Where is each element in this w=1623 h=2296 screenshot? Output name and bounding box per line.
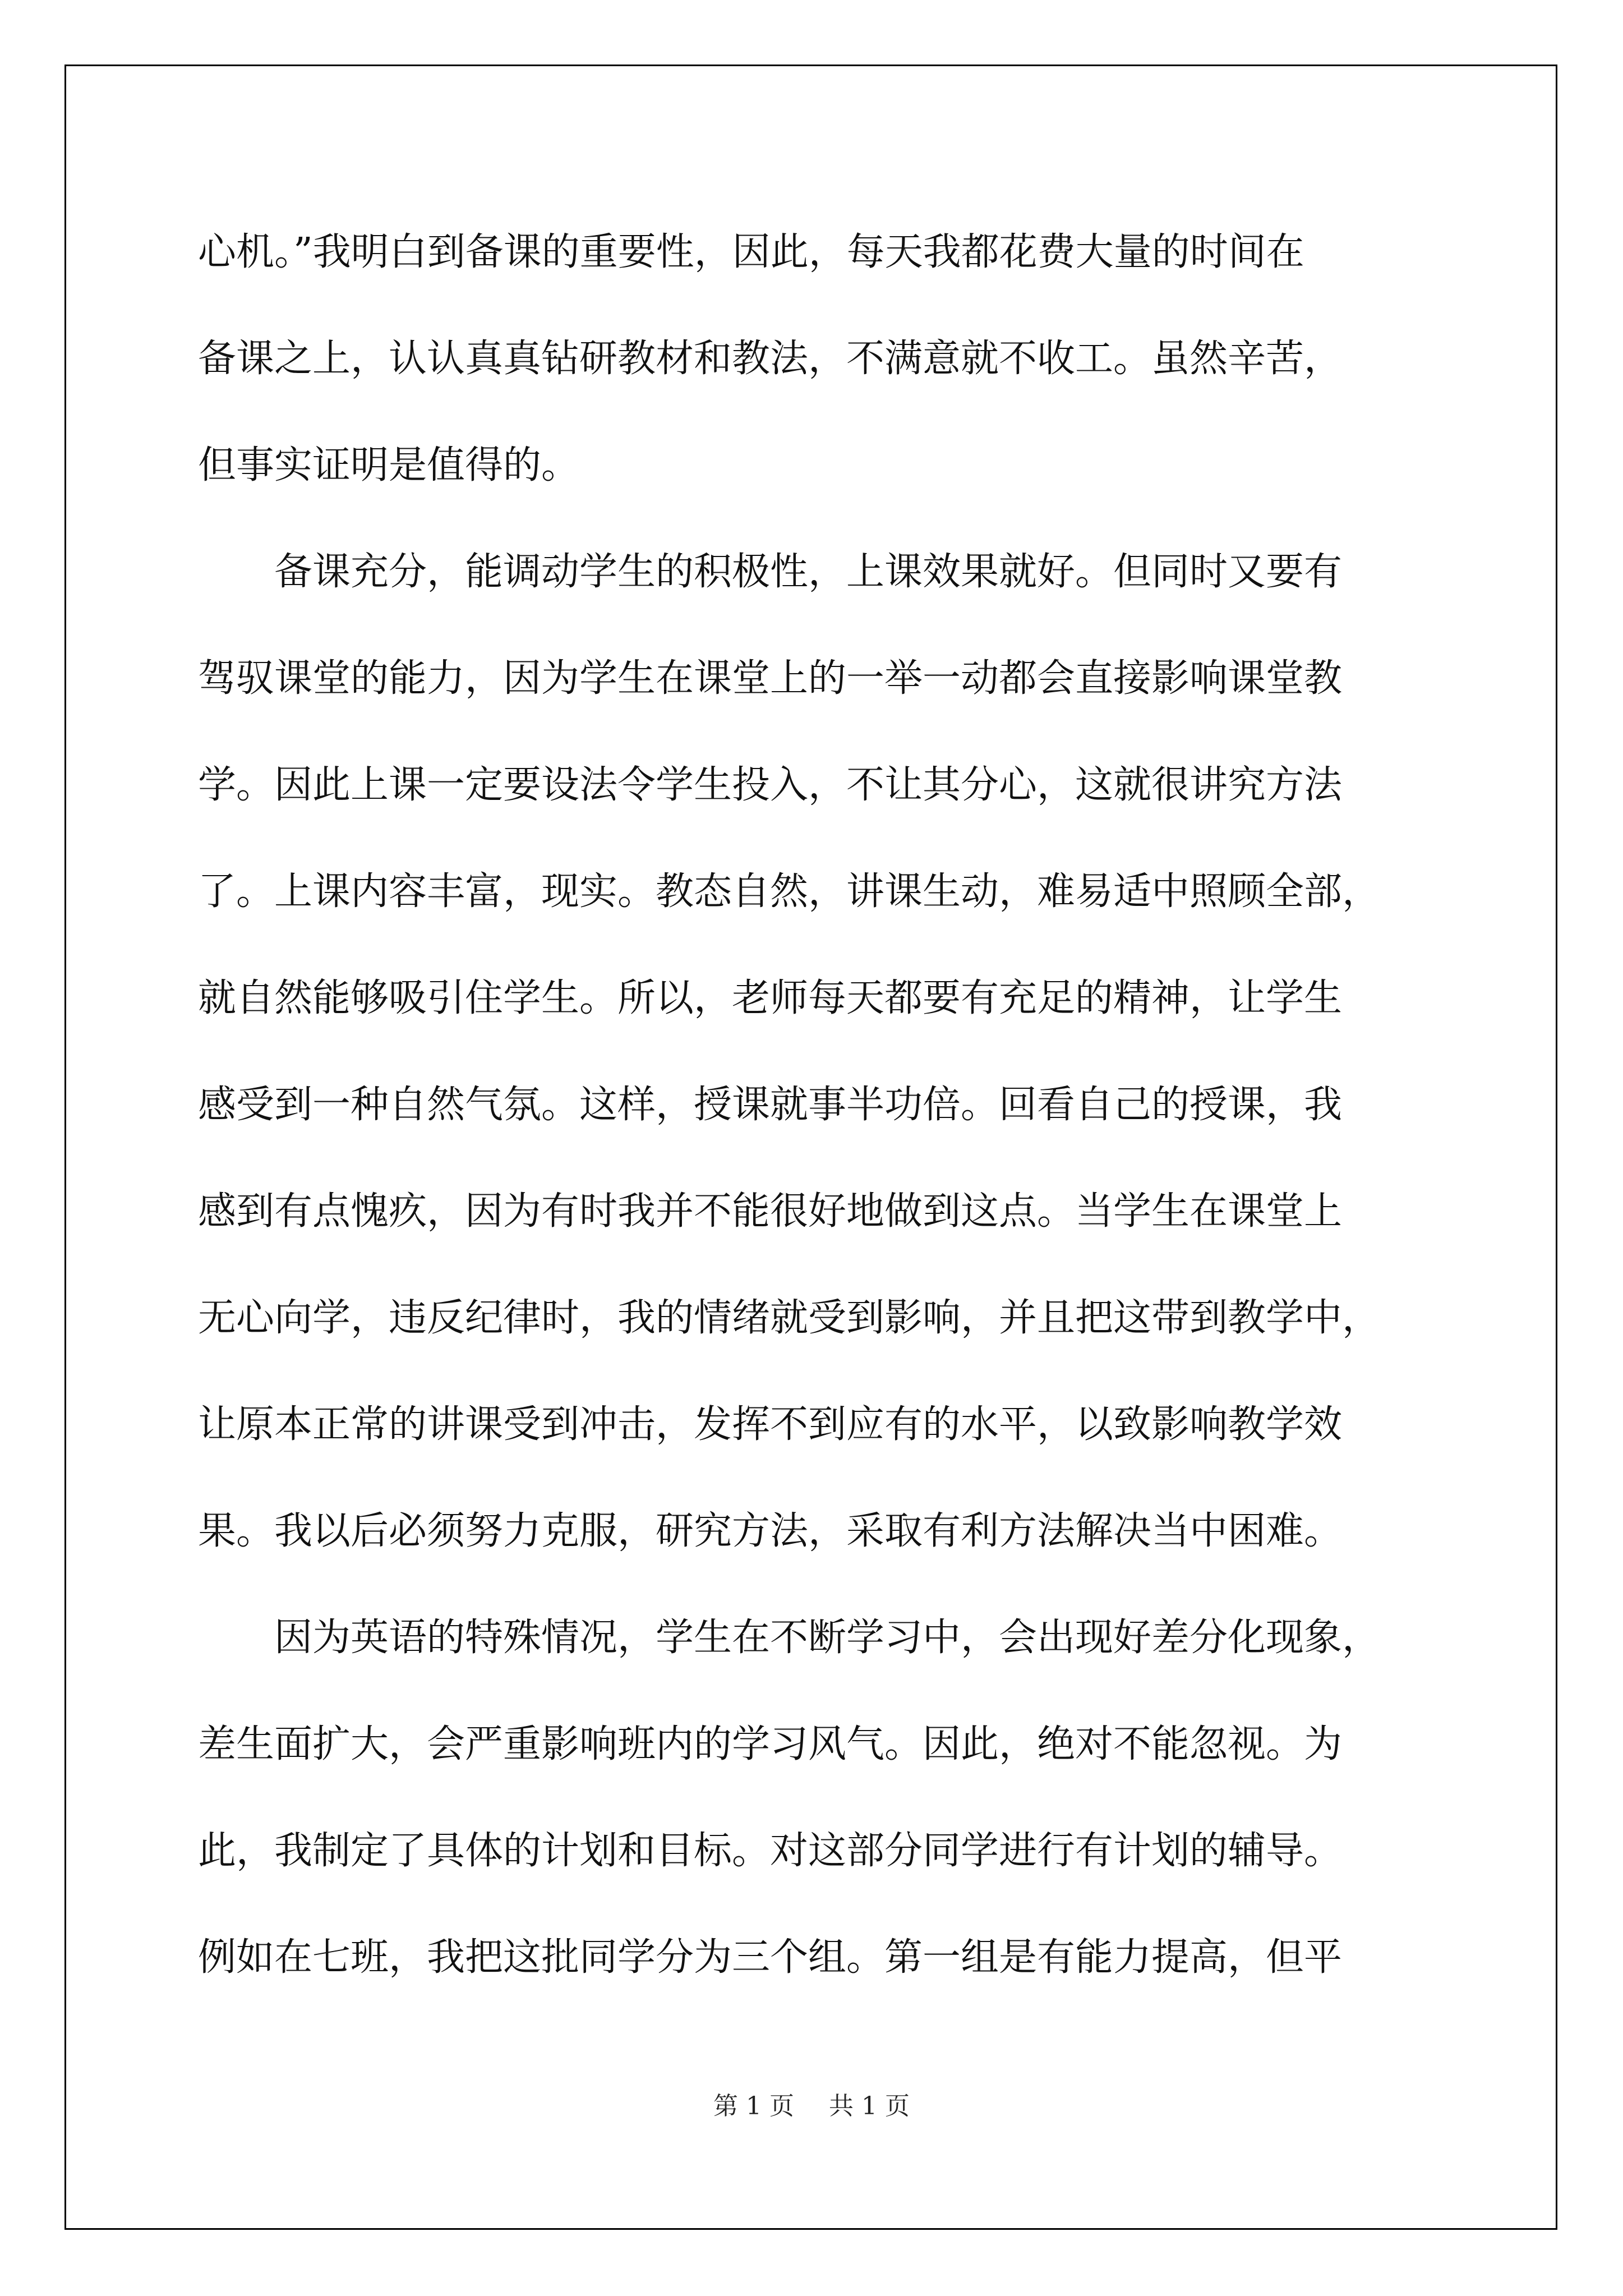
- text-line: 差生面扩大，会严重影响班内的学习风气。因此，绝对不能忽视。为: [198, 1722, 1343, 1766]
- paragraph-first-line: 备课充分，能调动学生的积极性，上课效果就好。但同时又要有: [274, 550, 1343, 594]
- paragraph-first-line: 因为英语的特殊情况，学生在不断学习中，会出现好差分化现象，: [274, 1616, 1381, 1660]
- text-line: 感受到一种自然气氛。这样，授课就事半功倍。回看自己的授课，我: [198, 1083, 1343, 1127]
- text-line: 备课之上，认认真真钻研教材和教法，不满意就不收工。虽然辛苦，: [198, 337, 1343, 381]
- text-line: 此，我制定了具体的计划和目标。对这部分同学进行有计划的辅导。: [198, 1829, 1343, 1873]
- text-line: 驾驭课堂的能力，因为学生在课堂上的一举一动都会直接影响课堂教: [198, 656, 1343, 701]
- page-footer: [0, 2086, 1623, 2122]
- text-line: 例如在七班，我把这批同学分为三个组。第一组是有能力提高，但平: [198, 1935, 1343, 1980]
- document-body: [198, 199, 1454, 2011]
- text-line: 让原本正常的讲课受到冲击，发挥不到应有的水平，以致影响教学效: [198, 1402, 1343, 1447]
- text-line: 无心向学，违反纪律时，我的情绪就受到影响，并且把这带到教学中，: [198, 1296, 1381, 1340]
- page-number: 第 1 页: [713, 2092, 794, 2120]
- text-line: 但事实证明是值得的。: [198, 443, 580, 487]
- text-line: 了。上课内容丰富，现实。教态自然，讲课生动，难易适中照顾全部，: [198, 869, 1381, 914]
- text-line: 感到有点愧疚，因为有时我并不能很好地做到这点。当学生在课堂上: [198, 1189, 1343, 1234]
- text-line: 心机。”我明白到备课的重要性，因此，每天我都花费大量的时间在: [198, 230, 1304, 274]
- text-line: 学。因此上课一定要设法令学生投入，不让其分心，这就很讲究方法: [198, 763, 1343, 807]
- text-line: 果。我以后必须努力克服，研究方法，采取有利方法解决当中困难。: [198, 1509, 1343, 1553]
- text-line: 就自然能够吸引住学生。所以，老师每天都要有充足的精神，让学生: [198, 976, 1343, 1020]
- page-total: 共 1 页: [829, 2092, 910, 2120]
